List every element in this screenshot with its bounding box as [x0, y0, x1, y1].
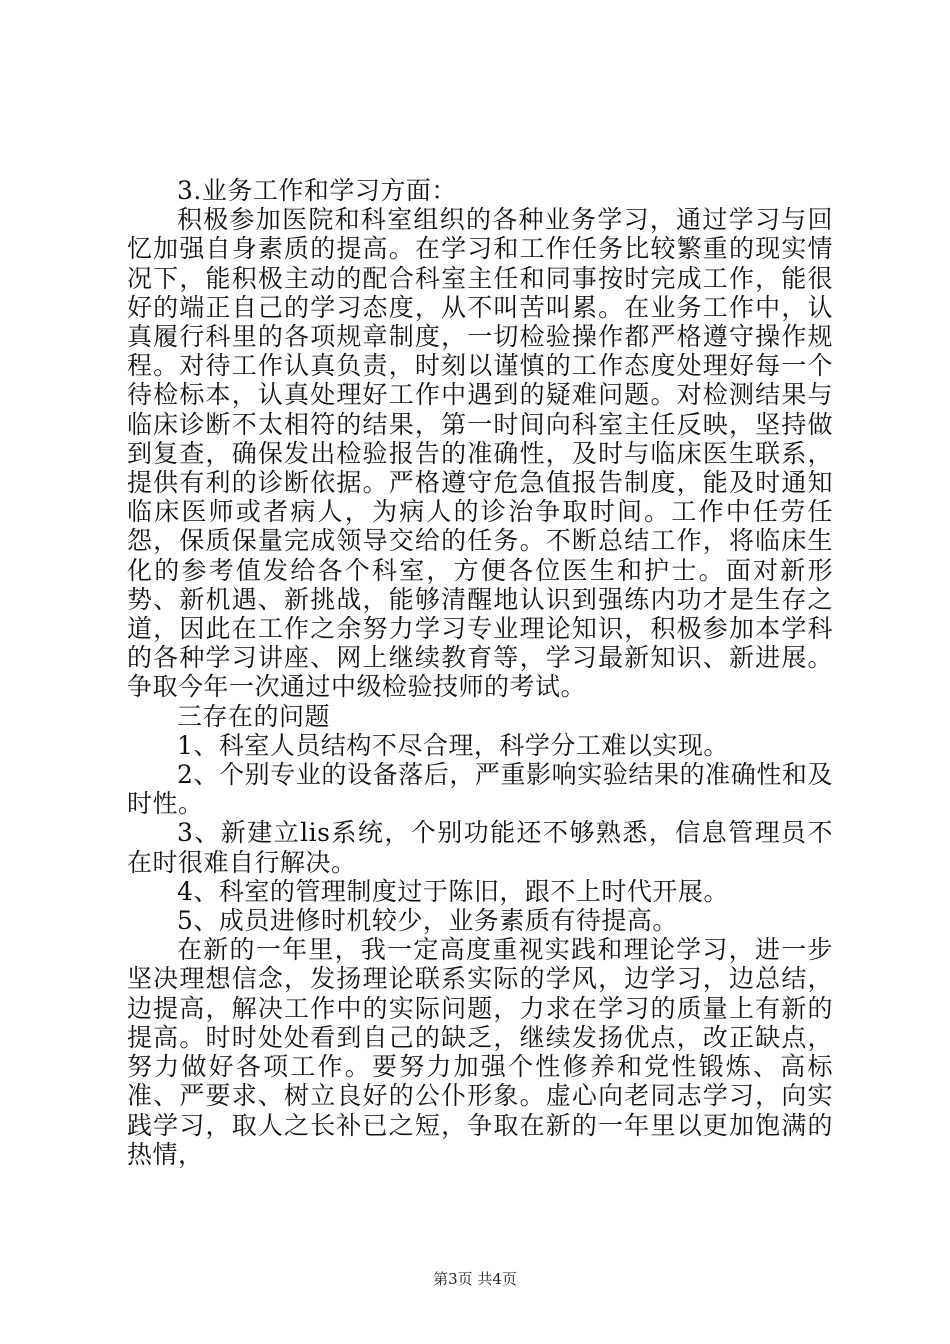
problem-item-1: 1、科室人员结构不尽合理，科学分工难以实现。 [177, 730, 729, 760]
problem-item-4: 4、科室的管理制度过于陈旧，跟不上时代开展。 [177, 876, 729, 906]
page-footer: 第3页 共4页 [433, 1270, 517, 1288]
document-body [127, 176, 833, 1169]
section-heading-business: 3.业务工作和学习方面： [177, 176, 457, 205]
paragraph-plan: 在新的一年里，我一定高度重视实践和理论学习，进一步坚决理想信念，发扬理论联系实际的学风，边学习，边总结，边提高，解决工作中的实际问题，力求在学习的质量上有新的提高。时时处处看到自己的缺乏，继续发扬优点，改正缺点，努力做好各项工作。要努力加强个性修养和党性锻炼、高标准、严要求、树立良好的公仆形象。虚心向老同志学习，向实践学习，取人之长补已之短，争取在新的一年里以更加饱满的热情， [127, 935, 833, 1169]
problem-item-5: 5、成员进修时机较少，业务素质有待提高。 [177, 906, 678, 936]
problem-item-2: 2、个别专业的设备落后，严重影响实验结果的准确性和及时性。 [127, 760, 833, 819]
section-heading-problems: 三存在的问题 [177, 701, 331, 731]
paragraph-business-work: 积极参加医院和科室组织的各种业务学习，通过学习与回忆加强自身素质的提高。在学习和工作任务比较繁重的现实情况下，能积极主动的配合科室主任和同事按时完成工作，能很好的端正自己的学习态度，从不叫苦叫累。在业务工作中，认真履行科里的各项规章制度，一切检验操作都严格遵守操作规程。对待工作认真负责，时刻以谨慎的工作态度处理好每一个待检标本，认真处理好工作中遇到的疑难问题。对检测结果与临床诊断不太相符的结果，第一时间向科室主任反映，坚持做到复查，确保发出检验报告的准确性，及时与临床医生联系，提供有利的诊断依据。严格遵守危急值报告制度，能及时通知临床医师或者病人，为病人的诊治争取时间。工作中任劳任怨，保质保量完成领导交给的任务。不断总结工作，将临床生化的参考值发给各个科室，方便各位医生和护士。面对新形势、新机遇、新挑战，能够清醒地认识到强练内功才是生存之道，因此在工作之余努力学习专业理论知识，积极参加本学科的各种学习讲座、网上继续教育等，学习最新知识、新进展。争取今年一次通过中级检验技师的考试。 [127, 205, 833, 702]
problem-item-3: 3、新建立lis系统，个别功能还不够熟悉，信息管理员不在时很难自行解决。 [127, 818, 833, 877]
